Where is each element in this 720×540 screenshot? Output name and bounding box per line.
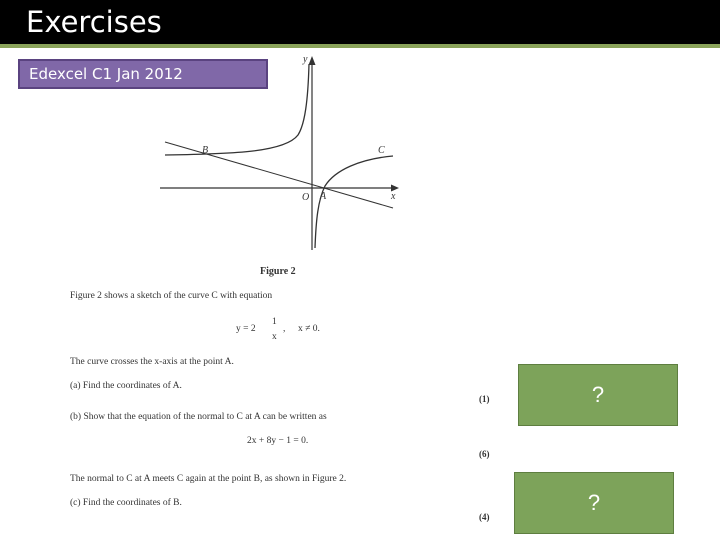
equation-denominator: x — [272, 332, 277, 342]
part-b-text: (b) Show that the equation of the normal to C at A can be written as — [70, 412, 327, 422]
source-label: Edexcel C1 Jan 2012 — [18, 59, 268, 89]
label-x: x — [391, 191, 396, 202]
title-accent-line — [0, 44, 720, 48]
part-a-text: (a) Find the coordinates of A. — [70, 381, 182, 391]
curve-left-branch — [165, 64, 309, 155]
answer-reveal-button-2[interactable]: ? — [514, 472, 674, 534]
equation-comma: , — [283, 324, 286, 334]
label-origin: O — [302, 192, 310, 203]
label-point-b: B — [202, 145, 209, 156]
mark-a: (1) — [479, 394, 490, 404]
label-y: y — [303, 54, 308, 65]
slide-title: Exercises — [26, 5, 162, 39]
label-point-a: A — [320, 191, 327, 202]
normal-equation: 2x + 8y − 1 = 0. — [247, 436, 309, 446]
figure-caption: Figure 2 — [260, 266, 296, 277]
question-intro: Figure 2 shows a sketch of the curve C with equation — [70, 291, 273, 301]
mark-b: (6) — [479, 449, 490, 459]
curve-crosses-text: The curve crosses the x-axis at the point A. — [70, 357, 234, 367]
y-axis-arrow — [309, 56, 316, 65]
curve-sketch — [155, 50, 405, 255]
equation-numerator: 1 — [272, 317, 277, 327]
normal-meets-text: The normal to C at A meets C again at the point B, as shown in Figure 2. — [70, 474, 347, 484]
part-c-text: (c) Find the coordinates of B. — [70, 498, 182, 508]
mark-c: (4) — [479, 512, 490, 522]
label-point-c: C — [378, 145, 385, 156]
equation-condition: x ≠ 0. — [298, 324, 320, 334]
normal-line — [165, 142, 393, 208]
equation-lhs: y = 2 — [236, 324, 256, 334]
answer-reveal-button-1[interactable]: ? — [518, 364, 678, 426]
curve-right-branch — [315, 156, 393, 248]
